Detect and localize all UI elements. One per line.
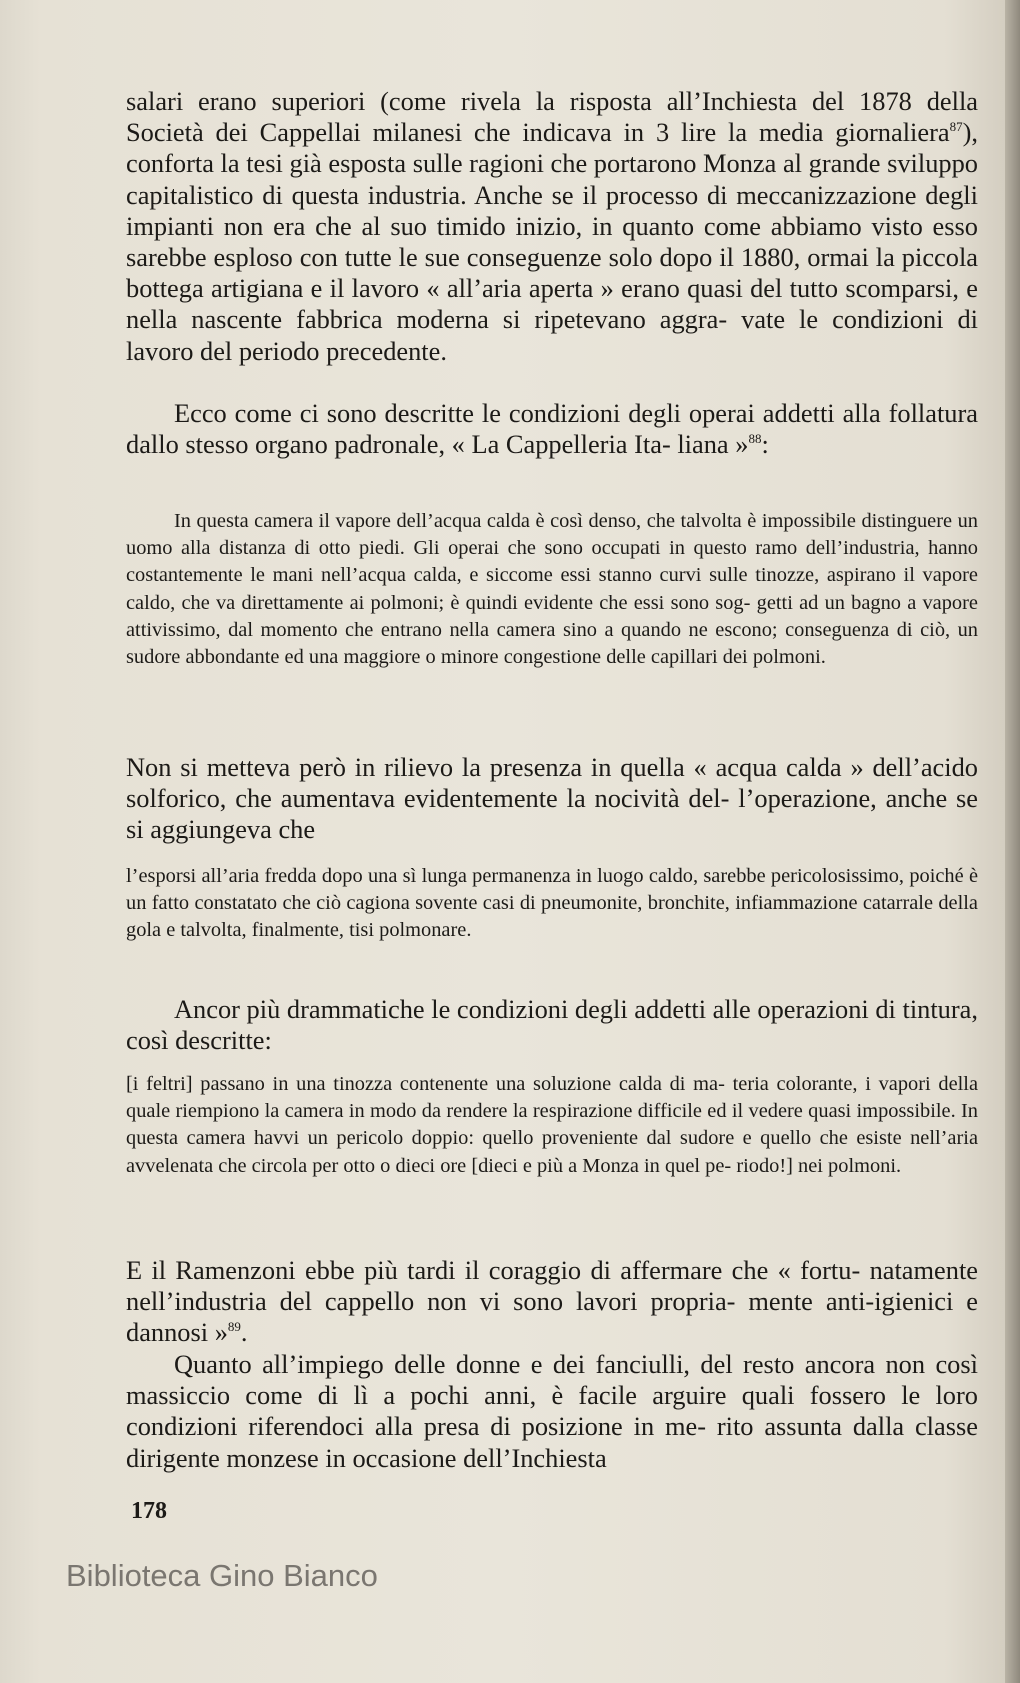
paragraph-4 [126,994,978,1056]
page-edge-shadow [1005,0,1020,1683]
text-line: bottega artigiana e il lavoro « all’aria aperta » erano quasi del tutto [126,273,839,304]
quote-line: [i feltri] passano in una tinozza contenente una soluzione calda di ma- [126,1073,725,1095]
text-line: fossero le loro condizioni riferendoci alla presa di posizione in me- [126,1380,978,1442]
text-line: . [240,1317,248,1348]
quote-line: caldo, che va direttamente ai polmoni; è quindi evidente che essi sono sog- [126,591,751,614]
footnote-ref-89: 89 [227,1319,241,1335]
quote-line: sarebbe pericolosissimo, poiché è un fatto constatato che ciò cagiona sovente [126,865,979,915]
text-line: Non si metteva però in rilievo la presenza in quella « acqua calda » [126,752,864,782]
text-line: dell’acido solforico, che aumentava evidentemente la nocività del- [126,752,978,814]
quote-line: maggiore o minore congestione delle capillari dei polmoni. [343,646,826,669]
text-line: scomparsi, e nella nascente fabbrica moderna si ripetevano aggra- [126,273,978,335]
quote-line: teria colorante, i vapori della quale riempiono la camera in modo da rendere [126,1073,979,1123]
footnote-ref-87: 87 [949,119,963,135]
quote-line: avvelenata che circola per otto o dieci ore [dieci e più a Monza in quel pe- [126,1154,732,1177]
text-line: rito assunta dalla classe dirigente monzese in occasione dell’Inchiesta [126,1411,978,1473]
quote-line: finalmente, tisi polmonare. [251,919,472,942]
library-watermark: Biblioteca Gino Bianco [66,1558,378,1593]
text-line: alla follatura dallo stesso organo padronale, « La Cappelleria Ita- [126,398,978,460]
text-line: della Società dei Cappellai milanesi che indicava in 3 lire la media [126,86,978,148]
text-line: vate le condizioni di lavoro del periodo precedente. [126,304,978,366]
quote-line: casi di pneumonite, bronchite, infiammazione catarrale della gola e talvolta, [126,892,978,942]
quote-line: sino a quando ne escono; conseguenza di ciò, un sudore abbondante ed una [126,618,978,669]
quotation-1 [126,508,978,671]
quote-line: l’esporsi all’aria fredda dopo una sì lunga permanenza in luogo caldo, [126,865,699,887]
quote-line: sono occupati in questo ramo dell’industria, hanno costantemente le mani [126,537,978,587]
text-line: Quanto all’impiego delle donne e dei fanciulli, del resto ancora [174,1349,876,1379]
quotation-3 [126,1071,978,1180]
footnote-ref-88: 88 [748,431,762,447]
quote-line: riodo!] nei polmoni. [736,1154,902,1177]
text-line: giornaliera [835,117,950,148]
paragraph-6 [126,1349,978,1474]
text-line: mente anti-igienici e dannosi » [126,1286,978,1348]
text-line: di tintura, così descritte: [126,994,978,1056]
paragraph-5 [126,1255,978,1349]
text-line: salari erano superiori (come rivela la risposta all’Inchiesta del 1878 [126,86,912,116]
paragraph-2 [126,398,978,460]
text-line: liana » [677,429,749,460]
quotation-2 [126,863,978,945]
text-line: Ancor più drammatiche le condizioni degli addetti alle operazioni [174,994,869,1024]
text-line: l’operazione, anche se si aggiungeva che [126,783,978,845]
quote-line: getti ad un bagno a vapore attivissimo, dal momento che entrano nella camera [126,591,978,641]
text-line: Monza al grande sviluppo capitalistico di questa industria. Anche se [126,148,978,210]
quote-line: un pericolo doppio: quello proveniente dal sudore e quello che esiste nell’aria [307,1127,978,1150]
text-line: E il Ramenzoni ebbe più tardi il coraggio di affermare che « fortu- [126,1255,861,1285]
text-line: : [761,429,769,460]
text-line: timido inizio, in quanto come abbiamo visto esso sarebbe esploso [126,210,978,273]
text-line: il processo di meccanizzazione degli impianti non era che al suo [126,179,978,241]
quote-line: la respirazione difficile ed il vedere quasi impossibile. In questa camera havvi [126,1100,978,1150]
quote-line: impossibile distinguere un uomo alla distanza di otto piedi. Gli operai che [126,510,978,560]
text-line: ), conforta la tesi già esposta sulle ragioni che portarono [126,117,978,179]
quote-line: nell’acqua calda, e siccome essi stanno curvi sulle tinozze, aspirano il vapore [321,564,978,587]
page-number: 178 [131,1498,167,1524]
text-line: Ecco come ci sono descritte le condizioni degli operai addetti [174,398,835,428]
text-line: non così massiccio come di lì a pochi anni, è facile arguire quali [126,1349,978,1411]
paragraph-3 [126,752,978,846]
quote-line: In questa camera il vapore dell’acqua calda è così denso, che talvolta è [174,510,757,532]
text-line: con tutte le sue conseguenze solo dopo il 1880, ormai la piccola [299,242,978,273]
paragraph-1 [126,86,978,367]
text-line: natamente nell’industria del cappello non vi sono lavori propria- [126,1255,978,1317]
